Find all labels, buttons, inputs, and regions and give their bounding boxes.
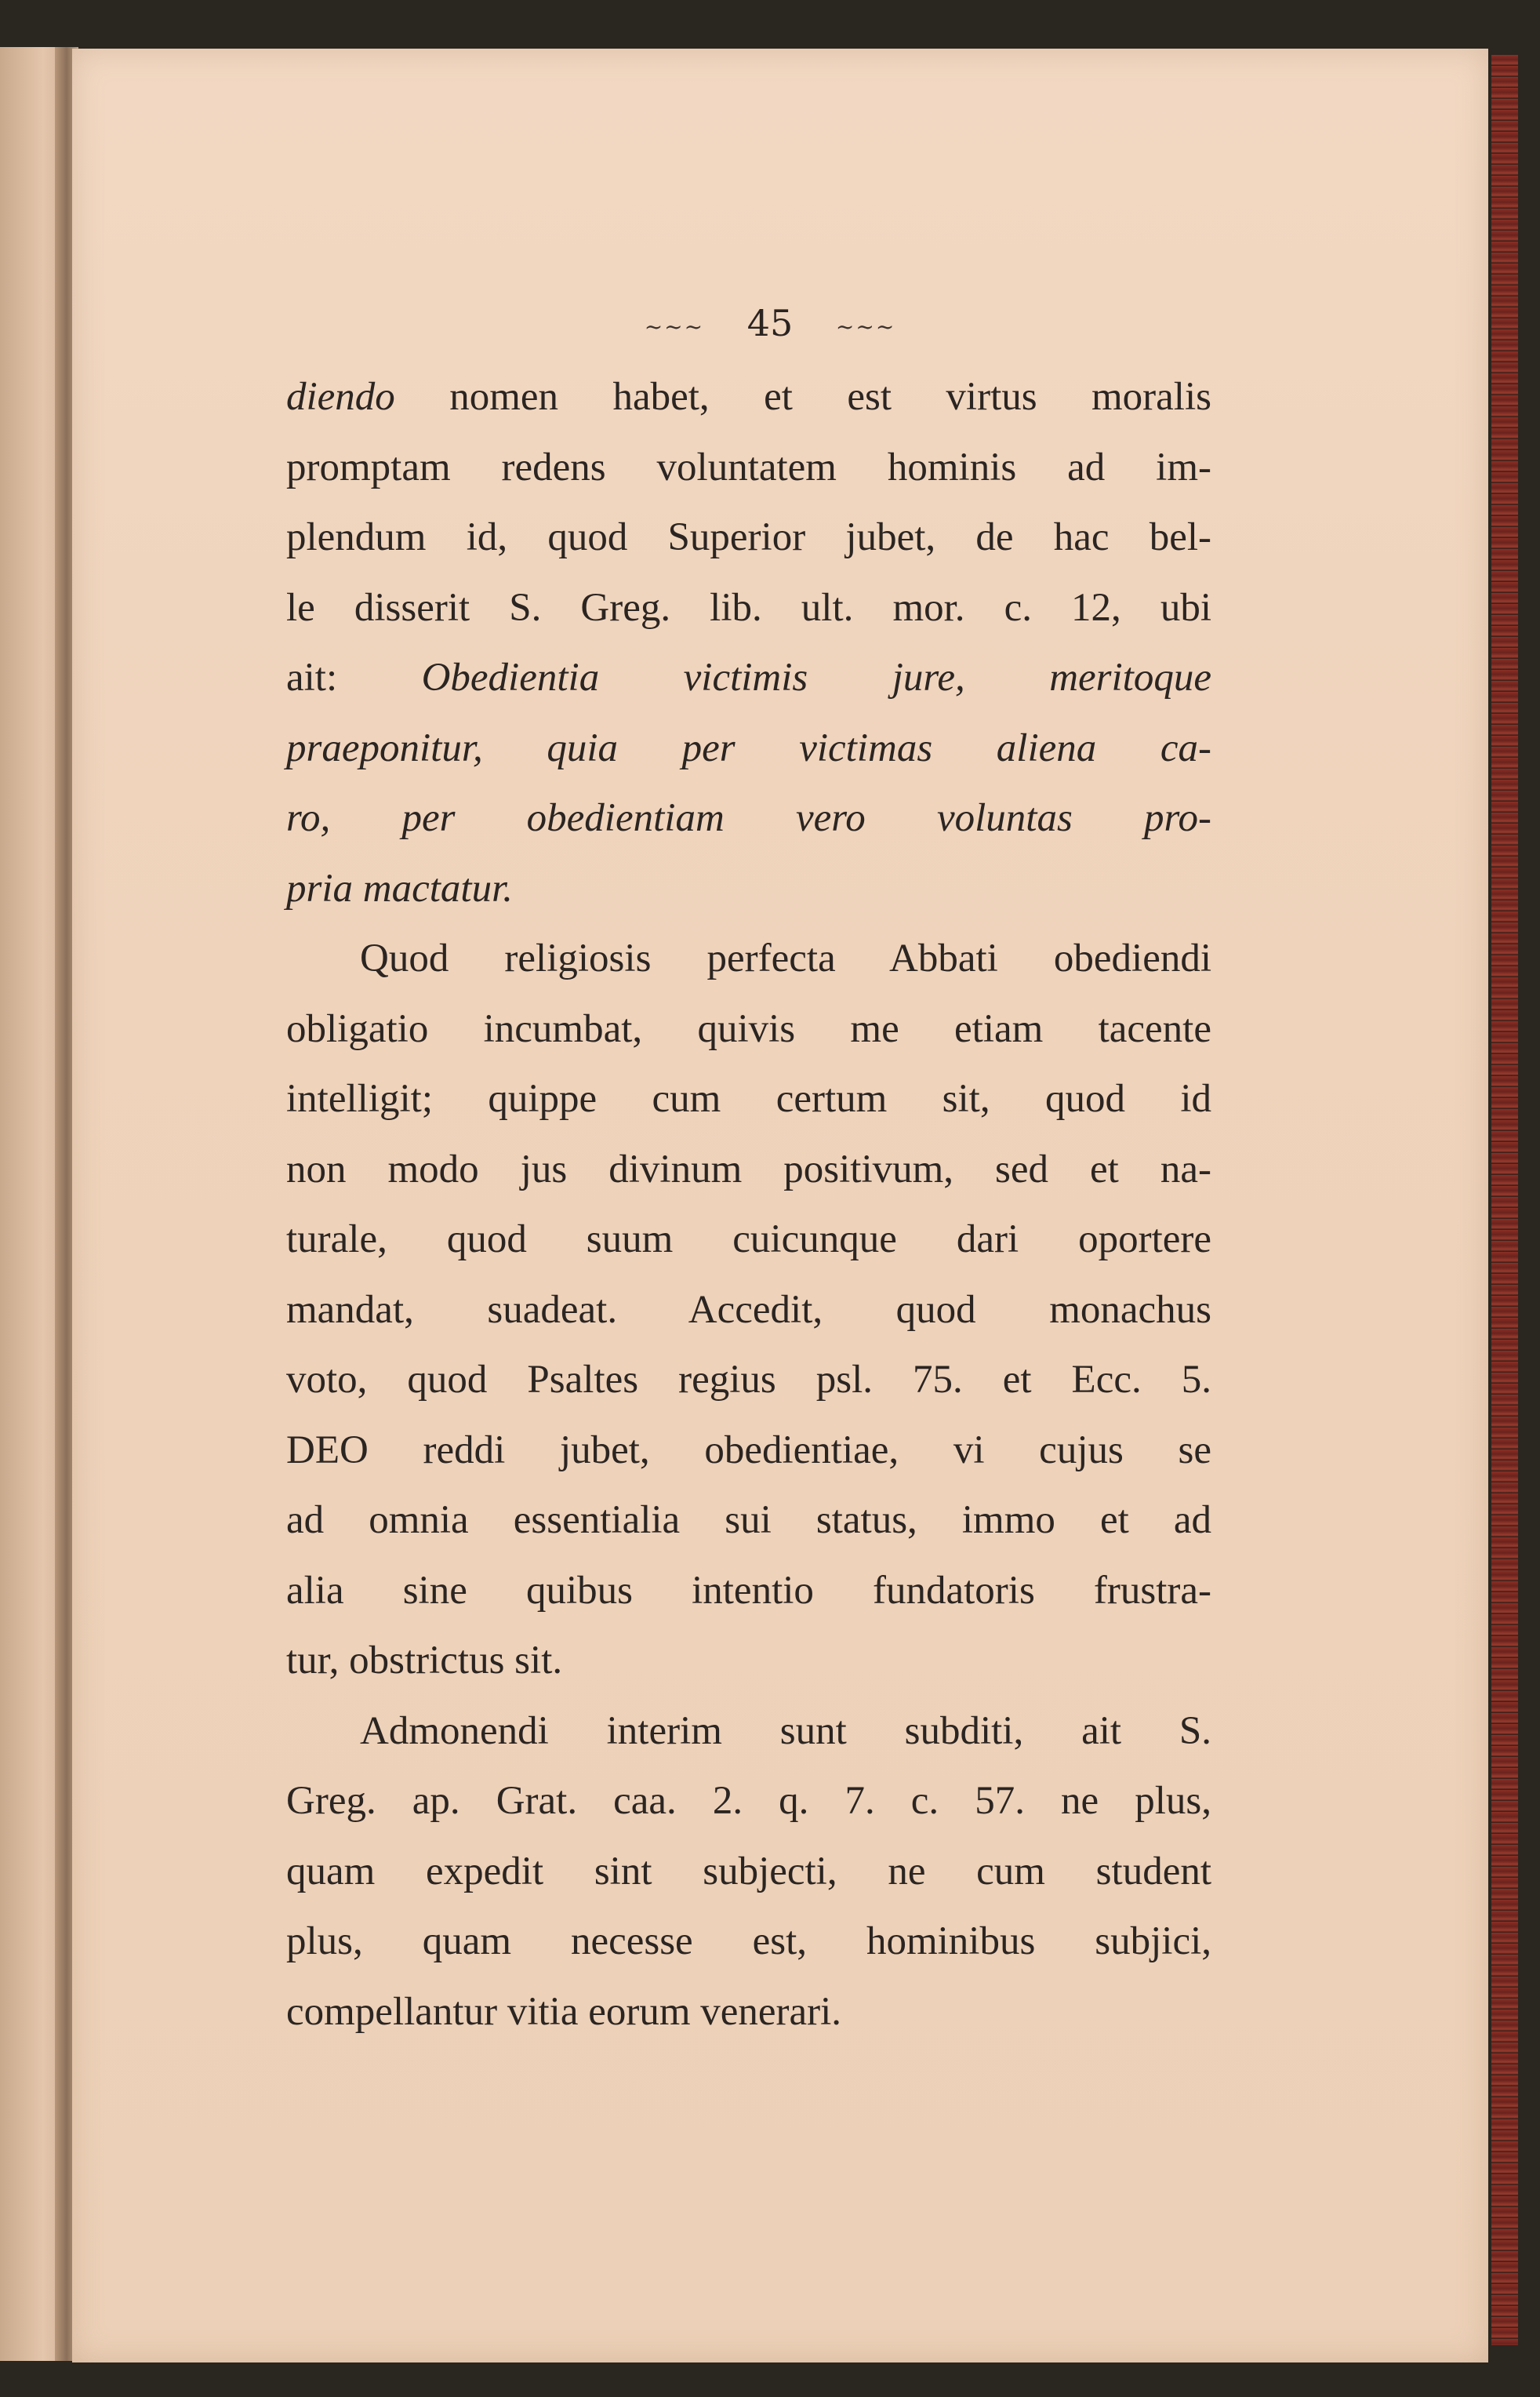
text-line: [286, 1064, 1211, 1135]
italic-text: diendo: [286, 375, 395, 419]
text-line: [286, 995, 1211, 1065]
roman-text: Admonendi interim sunt subditi, ait S.: [360, 1708, 1211, 1753]
paragraph: [286, 362, 1211, 924]
text-line: [286, 1697, 1211, 1767]
roman-text: alia sine quibus intentio fundatoris frustra-: [286, 1568, 1211, 1613]
italic-text: ro, per obedientiam vero voluntas pro-: [286, 796, 1211, 840]
roman-text: mandat, suadeat. Accedit, quod monachus: [286, 1287, 1211, 1332]
roman-text: compellantur vitia eorum venerari.: [286, 1989, 842, 2034]
text-line: [286, 362, 1211, 433]
text-line: [286, 1205, 1211, 1275]
roman-text: quam expedit sint subjecti, ne cum student: [286, 1849, 1211, 1893]
italic-text: praeponitur, quia per victimas aliena ca-: [286, 726, 1211, 770]
roman-text: intelligit; quippe cum certum sit, quod id: [286, 1077, 1211, 1121]
roman-text: plus, quam necesse est, hominibus subjici,: [286, 1919, 1211, 1963]
roman-text: promptam redens voluntatem hominis ad im-: [286, 445, 1211, 489]
text-line: [286, 1837, 1211, 1908]
text-line: [286, 1275, 1211, 1346]
text-line: [286, 1766, 1211, 1837]
roman-text: obligatio incumbat, quivis me etiam tacente: [286, 1006, 1211, 1051]
text-line: [286, 1907, 1211, 1977]
paragraph: [286, 924, 1211, 1697]
text-line: [286, 1416, 1211, 1486]
italic-text: pria mactatur.: [286, 866, 514, 911]
roman-text: Quod religiosis perfecta Abbati obediendi: [360, 937, 1211, 980]
roman-text: turale, quod suum cuicunque dari oportere: [286, 1217, 1211, 1261]
page-edges-red: [1491, 55, 1518, 2345]
page-number: 45: [746, 302, 794, 344]
text-line: [286, 924, 1211, 995]
text-line: [286, 784, 1211, 854]
italic-text: Obedientia victimis jure, meritoque: [421, 656, 1211, 700]
text-line: [286, 643, 1211, 714]
body-text: [286, 362, 1211, 2047]
ornament-right: ~~~: [835, 313, 896, 340]
ornament-left: ~~~: [644, 313, 705, 340]
text-line: [286, 1345, 1211, 1416]
text-line: [286, 433, 1211, 504]
roman-text: plendum id, quod Superior jubet, de hac bel-: [286, 515, 1211, 559]
text-line: [286, 854, 1211, 925]
roman-text: tur, obstrictus sit.: [286, 1639, 563, 1682]
text-line: [286, 503, 1211, 573]
text-line: [286, 1977, 1211, 2048]
page-header: [0, 302, 1540, 349]
roman-text: ad omnia essentialia sui status, immo et ad: [286, 1498, 1211, 1542]
text-line: [286, 1135, 1211, 1206]
text-line: [286, 1626, 1211, 1697]
text-line: [286, 573, 1211, 644]
roman-text: DEO reddi jubet, obedientiae, vi cujus se: [286, 1428, 1211, 1472]
text-line: [286, 1556, 1211, 1627]
text-line: [286, 1486, 1211, 1556]
roman-text: voto, quod Psaltes regius psl. 75. et Ecc. 5.: [286, 1358, 1211, 1402]
roman-text: le disserit S. Greg. lib. ult. mor. c. 12, ubi: [286, 585, 1211, 630]
paragraph: [286, 1697, 1211, 2048]
roman-text: nomen habet, et est virtus moralis: [394, 375, 1211, 419]
roman-text: Greg. ap. Grat. caa. 2. q. 7. c. 57. ne plus,: [286, 1779, 1211, 1823]
roman-text: ait:: [286, 656, 422, 700]
roman-text: non modo jus divinum positivum, sed et na-: [286, 1147, 1211, 1191]
text-line: [286, 714, 1211, 784]
